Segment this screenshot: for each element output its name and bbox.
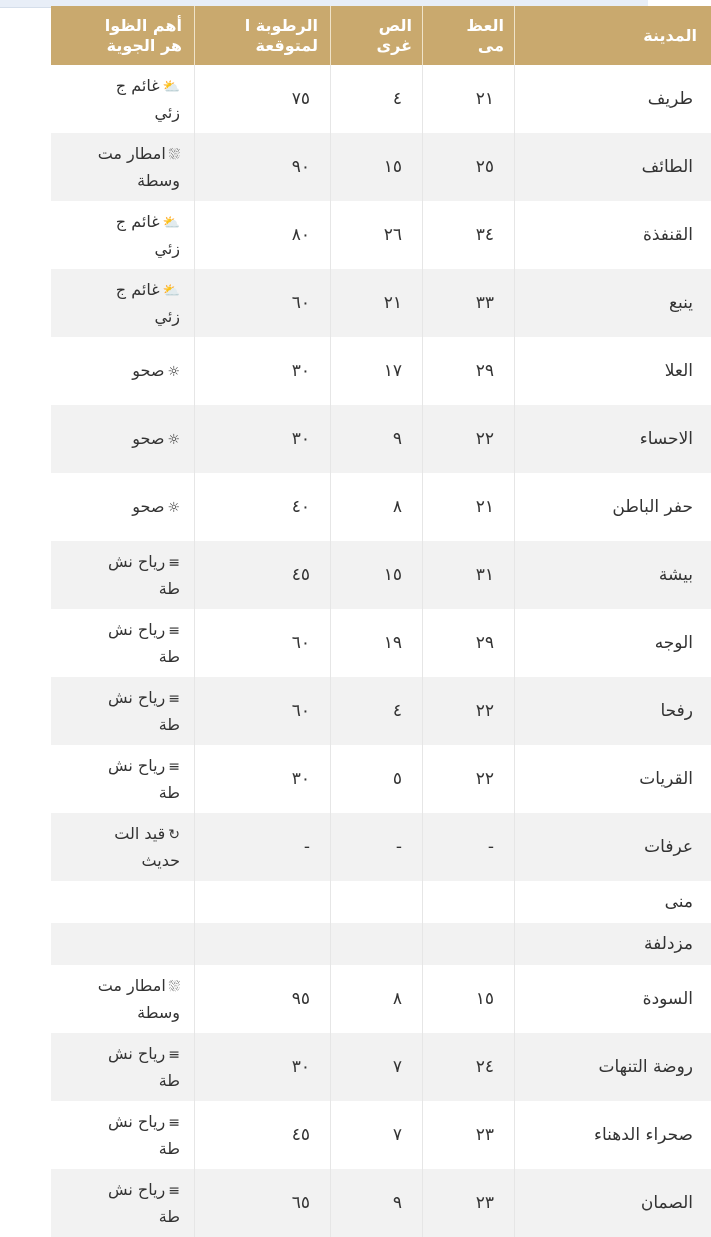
city-cell — [515, 541, 711, 609]
wind-icon: ≡ — [168, 551, 180, 576]
city-cell — [515, 745, 711, 813]
weather-cell — [51, 133, 195, 201]
city-cell — [515, 1033, 711, 1101]
min-temp-cell — [331, 337, 423, 405]
city-cell — [515, 1101, 711, 1169]
header-humidity-label: الرطوبة ا لمتوقعة — [245, 16, 318, 55]
max-temp-cell — [423, 965, 515, 1033]
weather-cell — [51, 745, 195, 813]
table-row — [51, 337, 711, 405]
humidity-cell-text: ٤٥ — [292, 565, 310, 585]
min-temp-cell — [331, 745, 423, 813]
humidity-cell — [195, 269, 331, 337]
city-cell-text: عرفات — [644, 837, 693, 857]
humidity-cell-text: ٣٠ — [292, 429, 310, 449]
max-temp-cell — [423, 677, 515, 745]
humidity-cell — [195, 201, 331, 269]
weather-cell — [51, 1101, 195, 1169]
table-row — [51, 1033, 711, 1101]
table-row — [51, 269, 711, 337]
sun-icon: ☼ — [167, 360, 180, 385]
city-cell-text: حفر الباطن — [612, 497, 693, 517]
humidity-cell — [195, 813, 331, 881]
weather-text: غائم ج زئي — [116, 280, 180, 326]
city-cell-text: الطائف — [642, 157, 693, 177]
min-temp-cell-text: ٤ — [393, 89, 402, 109]
humidity-cell-text: ٧٥ — [292, 89, 310, 109]
min-temp-cell — [331, 269, 423, 337]
weather-text: رياح نش طة — [108, 1180, 180, 1226]
wind-icon: ≡ — [168, 619, 180, 644]
city-cell-text: بيشة — [659, 565, 693, 585]
min-temp-cell — [331, 1169, 423, 1237]
humidity-cell-text: ٩٥ — [292, 989, 310, 1009]
weather-text: صحو — [132, 429, 164, 448]
max-temp-cell — [423, 1033, 515, 1101]
min-temp-cell-text: ٢١ — [384, 293, 402, 313]
city-cell-text: الاحساء — [640, 429, 693, 449]
table-row — [51, 881, 711, 923]
sun-icon: ☼ — [167, 428, 180, 453]
humidity-cell — [195, 133, 331, 201]
min-temp-cell-text: ٨ — [393, 989, 402, 1009]
partly-cloudy-icon: ⛅ — [163, 279, 180, 304]
weather-text: رياح نش طة — [108, 756, 180, 802]
rain-icon: ⛆ — [169, 143, 180, 168]
max-temp-cell-text: ٢٩ — [476, 633, 494, 653]
min-temp-cell-text: ٤ — [393, 701, 402, 721]
city-cell — [515, 677, 711, 745]
city-cell — [515, 881, 711, 923]
humidity-cell — [195, 1169, 331, 1237]
weather-text: قيد الت حديث — [114, 824, 180, 870]
max-temp-cell-text: ٢٤ — [476, 1057, 494, 1077]
weather-cell — [51, 1169, 195, 1237]
city-cell-text: صحراء الدهناء — [594, 1125, 693, 1145]
max-temp-cell-text: ٣٤ — [476, 225, 494, 245]
min-temp-cell-text: ٥ — [393, 769, 402, 789]
city-cell-text: منى — [665, 892, 693, 912]
min-temp-cell-text: ١٥ — [384, 565, 402, 585]
weather-text: صحو — [132, 361, 164, 380]
header-max-temp — [423, 6, 515, 65]
weather-text: رياح نش طة — [108, 688, 180, 734]
city-cell-text: القريات — [639, 769, 693, 789]
header-city-label: المدينة — [643, 26, 697, 45]
city-cell — [515, 133, 711, 201]
table-body — [51, 65, 711, 1237]
min-temp-cell-text: ٧ — [393, 1057, 402, 1077]
max-temp-cell-text: ٢٢ — [476, 769, 494, 789]
min-temp-cell-text: ٩ — [393, 1193, 402, 1213]
wind-icon: ≡ — [168, 1111, 180, 1136]
city-cell-text: القنفذة — [643, 225, 693, 245]
min-temp-cell — [331, 609, 423, 677]
max-temp-cell — [423, 269, 515, 337]
max-temp-cell — [423, 881, 515, 923]
min-temp-cell — [331, 965, 423, 1033]
humidity-cell-text: ٤٥ — [292, 1125, 310, 1145]
min-temp-cell-text: ١٩ — [384, 633, 402, 653]
humidity-cell — [195, 677, 331, 745]
humidity-cell-text: ٣٠ — [292, 361, 310, 381]
city-cell — [515, 269, 711, 337]
min-temp-cell-text: ٧ — [393, 1125, 402, 1145]
humidity-cell — [195, 1033, 331, 1101]
city-cell — [515, 923, 711, 965]
header-max-label: العظ مى — [466, 16, 504, 55]
table-row — [51, 1169, 711, 1237]
city-cell — [515, 965, 711, 1033]
city-cell-text: الوجه — [655, 633, 693, 653]
humidity-cell — [195, 473, 331, 541]
weather-cell — [51, 923, 195, 965]
min-temp-cell-text: ٨ — [393, 497, 402, 517]
humidity-cell-text: ٦٠ — [292, 701, 310, 721]
humidity-cell — [195, 881, 331, 923]
table-row — [51, 1101, 711, 1169]
table-row — [51, 541, 711, 609]
weather-text: امطار مت وسطة — [98, 976, 180, 1022]
weather-cell — [51, 65, 195, 133]
min-temp-cell-text: ٩ — [393, 429, 402, 449]
max-temp-cell — [423, 813, 515, 881]
humidity-cell — [195, 405, 331, 473]
humidity-cell — [195, 609, 331, 677]
city-cell-text: الصمان — [641, 1193, 693, 1213]
min-temp-cell — [331, 1101, 423, 1169]
max-temp-cell-text: ٢٣ — [476, 1193, 494, 1213]
table-row — [51, 133, 711, 201]
header-min-temp — [331, 6, 423, 65]
weather-table — [51, 6, 711, 1237]
city-cell — [515, 609, 711, 677]
max-temp-cell-text: ٢٢ — [476, 429, 494, 449]
city-cell — [515, 337, 711, 405]
min-temp-cell-text: - — [396, 837, 402, 857]
humidity-cell — [195, 745, 331, 813]
city-cell-text: روضة التنهات — [598, 1057, 693, 1077]
table-row — [51, 923, 711, 965]
max-temp-cell — [423, 745, 515, 813]
humidity-cell — [195, 541, 331, 609]
humidity-cell-text: ٦٠ — [292, 293, 310, 313]
max-temp-cell-text: - — [488, 837, 494, 857]
weather-cell — [51, 201, 195, 269]
city-cell — [515, 813, 711, 881]
min-temp-cell — [331, 813, 423, 881]
humidity-cell — [195, 337, 331, 405]
city-cell — [515, 65, 711, 133]
header-weather — [51, 6, 195, 65]
refresh-icon: ↻ — [168, 823, 180, 848]
max-temp-cell-text: ٢٥ — [476, 157, 494, 177]
min-temp-cell — [331, 473, 423, 541]
humidity-cell-text: ٦٥ — [292, 1193, 310, 1213]
min-temp-cell — [331, 541, 423, 609]
weather-cell — [51, 813, 195, 881]
weather-cell — [51, 1033, 195, 1101]
max-temp-cell — [423, 609, 515, 677]
wind-icon: ≡ — [168, 1179, 180, 1204]
weather-cell — [51, 541, 195, 609]
city-cell-text: رفحا — [661, 701, 694, 721]
city-cell-text: مزدلفة — [644, 934, 693, 954]
weather-text: رياح نش طة — [108, 620, 180, 666]
city-cell-text: العلا — [665, 361, 693, 381]
weather-cell — [51, 269, 195, 337]
city-cell-text: السودة — [643, 989, 693, 1009]
weather-cell — [51, 405, 195, 473]
humidity-cell-text: ٨٠ — [292, 225, 310, 245]
table-row — [51, 201, 711, 269]
wind-icon: ≡ — [168, 687, 180, 712]
weather-cell — [51, 609, 195, 677]
max-temp-cell-text: ٢٩ — [476, 361, 494, 381]
header-humidity — [195, 6, 331, 65]
max-temp-cell — [423, 337, 515, 405]
max-temp-cell — [423, 133, 515, 201]
header-weather-label: أهم الظوا هر الجوية — [105, 16, 182, 55]
max-temp-cell — [423, 201, 515, 269]
partly-cloudy-icon: ⛅ — [163, 211, 180, 236]
partly-cloudy-icon: ⛅ — [163, 75, 180, 100]
max-temp-cell — [423, 405, 515, 473]
rain-icon: ⛆ — [169, 975, 180, 1000]
humidity-cell-text: ٣٠ — [292, 1057, 310, 1077]
weather-table-container — [51, 6, 597, 1237]
weather-text: غائم ج زئي — [116, 212, 180, 258]
humidity-cell — [195, 965, 331, 1033]
table-row — [51, 405, 711, 473]
sun-icon: ☼ — [167, 496, 180, 521]
max-temp-cell-text: ٢١ — [476, 497, 494, 517]
humidity-cell — [195, 1101, 331, 1169]
city-cell-text: ينبع — [669, 293, 693, 313]
min-temp-cell — [331, 1033, 423, 1101]
city-cell — [515, 473, 711, 541]
min-temp-cell — [331, 677, 423, 745]
table-row — [51, 965, 711, 1033]
max-temp-cell-text: ٢٢ — [476, 701, 494, 721]
table-row — [51, 677, 711, 745]
humidity-cell-text: ٣٠ — [292, 769, 310, 789]
min-temp-cell — [331, 65, 423, 133]
weather-text: رياح نش طة — [108, 1044, 180, 1090]
weather-cell — [51, 337, 195, 405]
city-cell-text: طريف — [648, 89, 693, 109]
weather-cell — [51, 965, 195, 1033]
max-temp-cell-text: ٣١ — [476, 565, 494, 585]
max-temp-cell — [423, 65, 515, 133]
max-temp-cell — [423, 923, 515, 965]
weather-text: غائم ج زئي — [116, 76, 180, 122]
wind-icon: ≡ — [168, 755, 180, 780]
min-temp-cell — [331, 881, 423, 923]
humidity-cell-text: - — [304, 837, 310, 857]
min-temp-cell — [331, 405, 423, 473]
weather-text: رياح نش طة — [108, 1112, 180, 1158]
header-min-label: الص غرى — [376, 16, 412, 55]
weather-text: صحو — [132, 497, 164, 516]
min-temp-cell-text: ١٧ — [384, 361, 402, 381]
weather-cell — [51, 677, 195, 745]
humidity-cell-text: ٩٠ — [292, 157, 310, 177]
table-row — [51, 745, 711, 813]
max-temp-cell-text: ٣٣ — [476, 293, 494, 313]
max-temp-cell — [423, 541, 515, 609]
wind-icon: ≡ — [168, 1043, 180, 1068]
humidity-cell — [195, 65, 331, 133]
table-row — [51, 609, 711, 677]
city-cell — [515, 405, 711, 473]
humidity-cell-text: ٤٠ — [292, 497, 310, 517]
table-row — [51, 65, 711, 133]
max-temp-cell-text: ١٥ — [476, 989, 494, 1009]
max-temp-cell-text: ٢١ — [476, 89, 494, 109]
humidity-cell — [195, 923, 331, 965]
min-temp-cell-text: ١٥ — [384, 157, 402, 177]
min-temp-cell — [331, 201, 423, 269]
min-temp-cell — [331, 923, 423, 965]
max-temp-cell — [423, 1101, 515, 1169]
table-header-row — [51, 6, 711, 65]
min-temp-cell — [331, 133, 423, 201]
weather-cell — [51, 881, 195, 923]
table-row — [51, 813, 711, 881]
header-city — [515, 6, 711, 65]
city-cell — [515, 1169, 711, 1237]
max-temp-cell — [423, 473, 515, 541]
weather-cell — [51, 473, 195, 541]
max-temp-cell — [423, 1169, 515, 1237]
max-temp-cell-text: ٢٣ — [476, 1125, 494, 1145]
humidity-cell-text: ٦٠ — [292, 633, 310, 653]
city-cell — [515, 201, 711, 269]
weather-text: رياح نش طة — [108, 552, 180, 598]
min-temp-cell-text: ٢٦ — [384, 225, 402, 245]
table-row — [51, 473, 711, 541]
weather-text: امطار مت وسطة — [98, 144, 180, 190]
